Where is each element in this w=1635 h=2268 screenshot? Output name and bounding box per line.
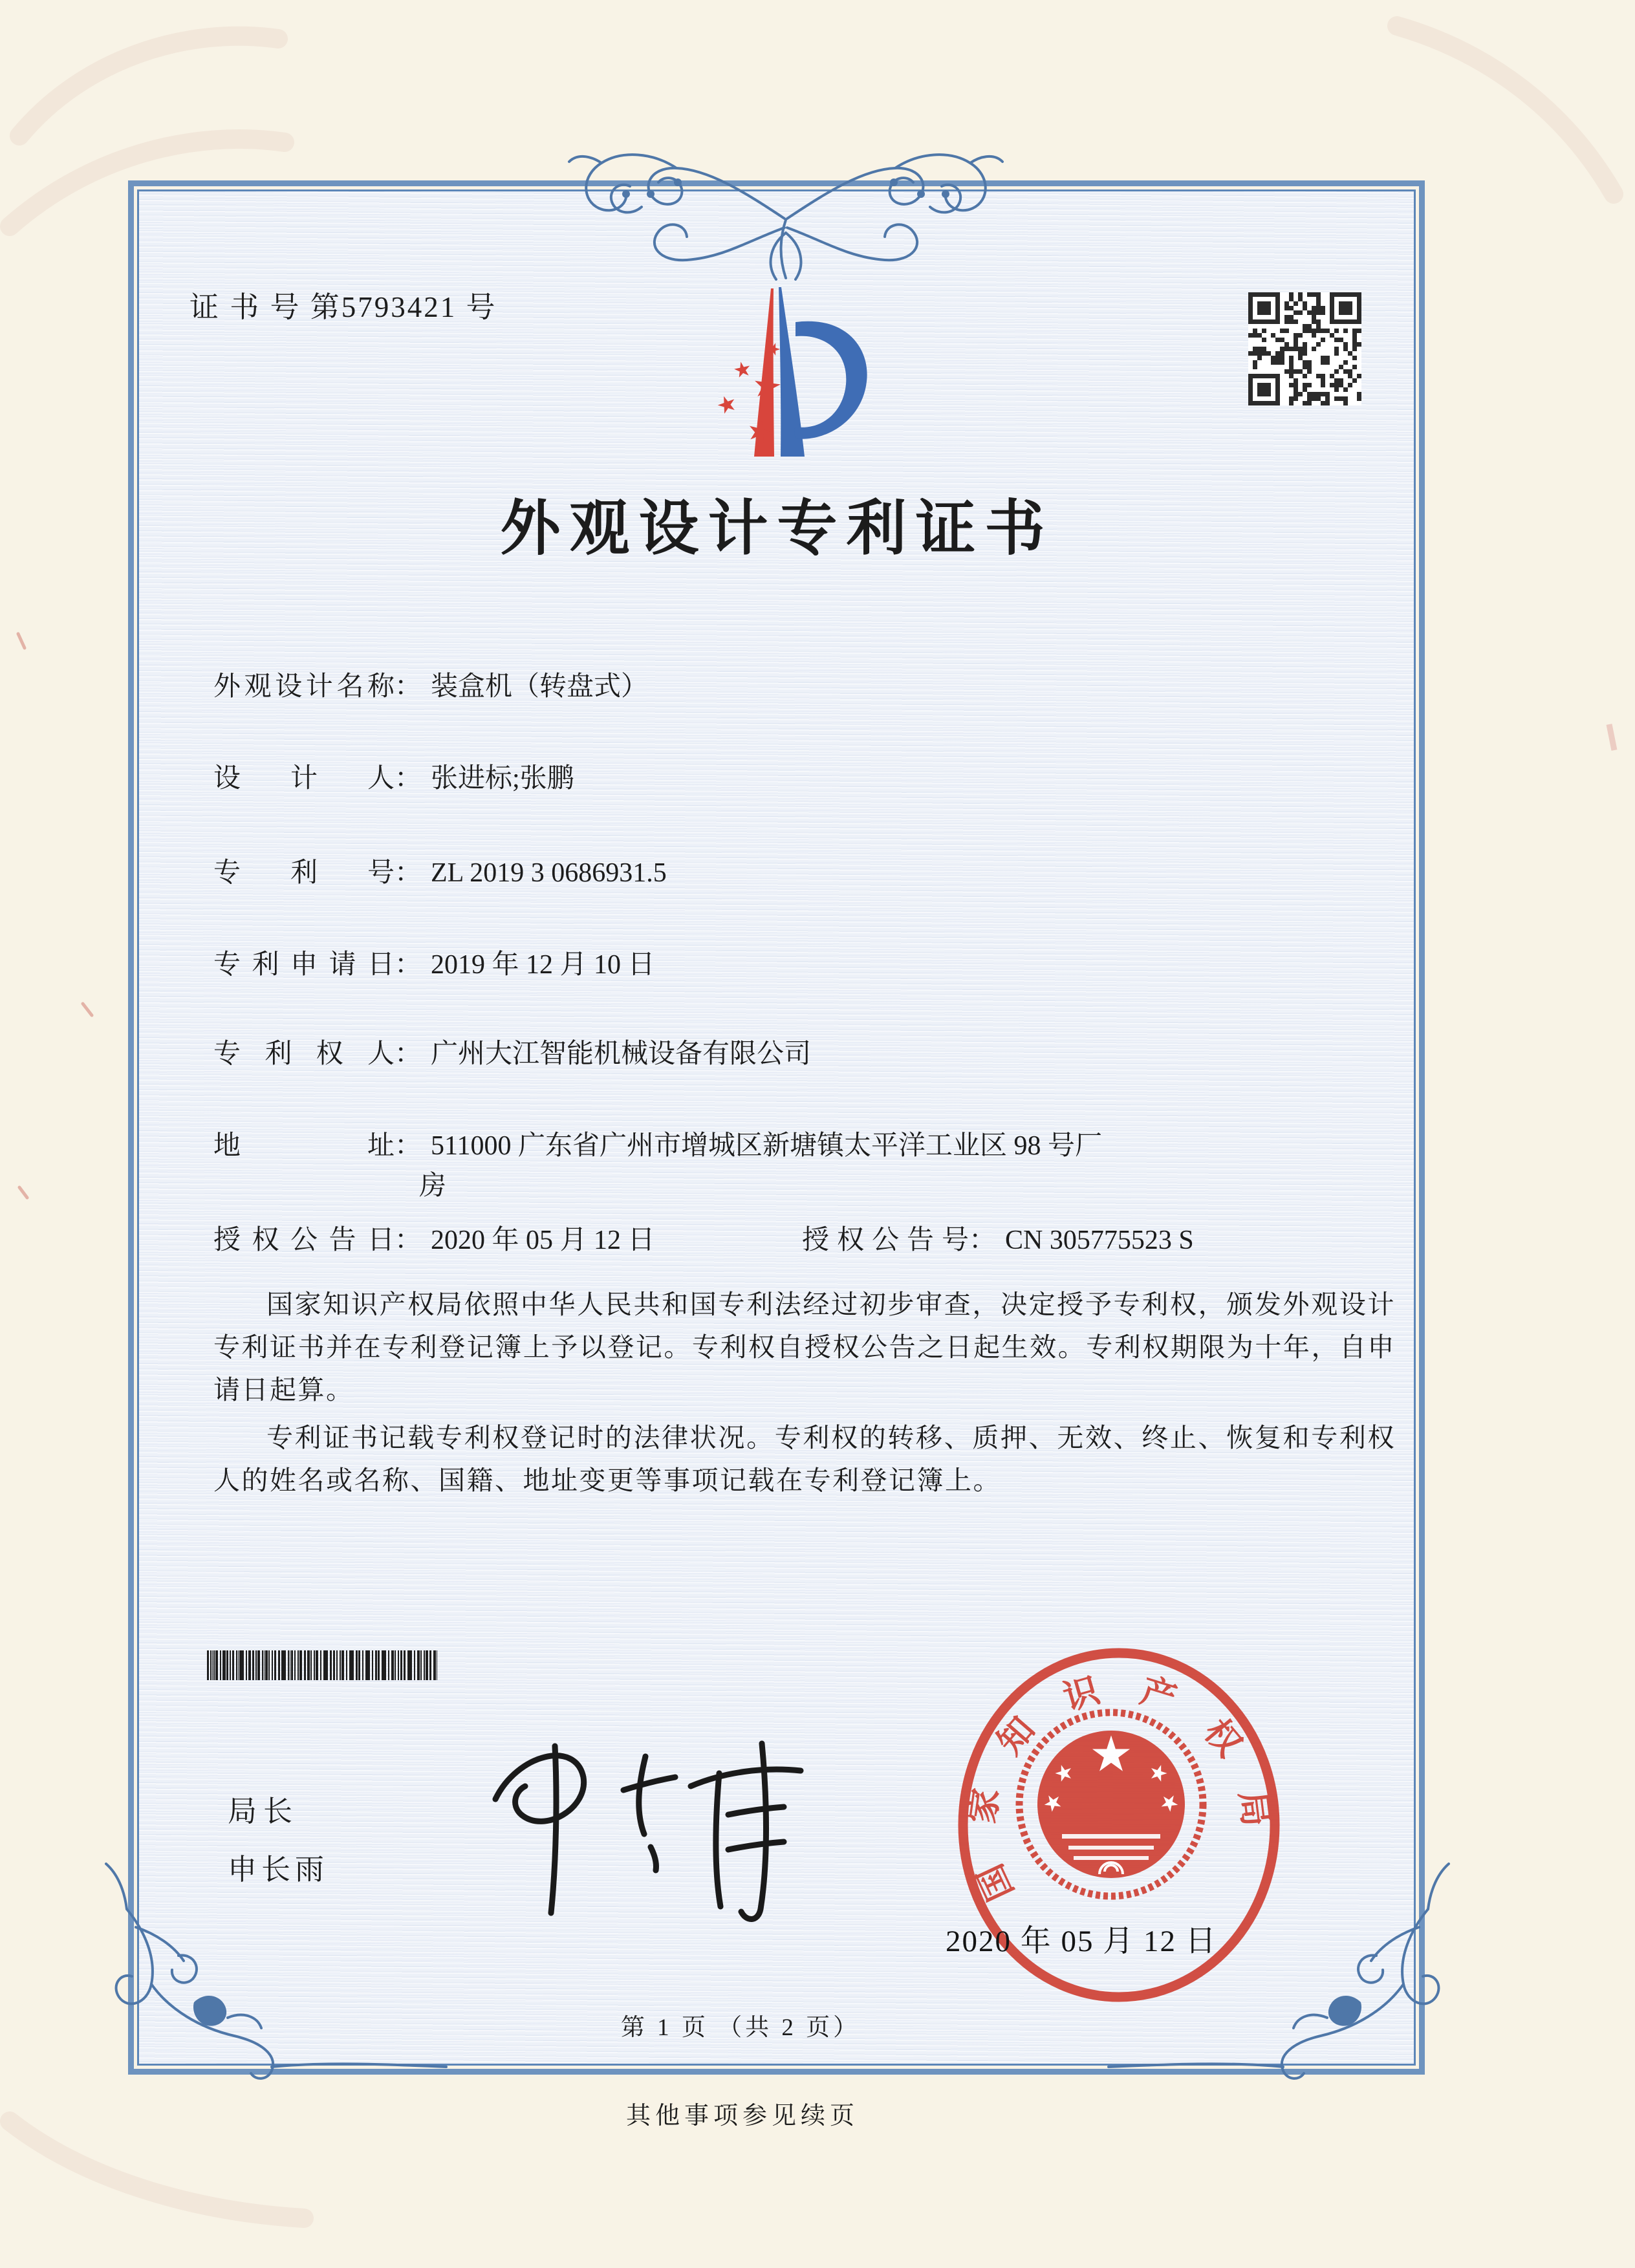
continuation-note: 其他事项参见续页 [625, 2102, 859, 2130]
field-value: 广州大江智能机械设备有限公司 [431, 1039, 812, 1069]
field-value: 2020 年 05 月 12 日 [431, 1226, 655, 1255]
field-label: 设计人 [213, 764, 395, 794]
field-label: 授权公告日 [213, 1226, 395, 1255]
field-design-name [213, 665, 648, 704]
field-label: 授权公告号 [802, 1226, 969, 1255]
field-value: CN 305775523 S [1005, 1226, 1194, 1255]
emblem-gate [1062, 1834, 1160, 1860]
colon: ： [395, 950, 422, 980]
officer-title: 局长 [228, 1795, 299, 1828]
page-number: 第 1 页 （共 2 页） [620, 2014, 861, 2041]
field-designer [213, 757, 574, 795]
field-grant-no [802, 1218, 1194, 1257]
colon: ： [969, 1226, 997, 1255]
barcode [207, 1650, 437, 1680]
field-address-line2: 房 [419, 1171, 447, 1201]
colon: ： [395, 672, 422, 702]
field-label: 专利号 [213, 858, 395, 888]
colon: ： [395, 1131, 422, 1161]
cnipa-logo [697, 285, 880, 462]
legal-paragraph-1: 国家知识产权局依照中华人民共和国专利法经过初步审查，决定授予专利权，颁发外观设计专利证书并在专利登记簿上予以登记。专利权自授权公告之日起生效。专利权期限为十年，自申请日起算。 [213, 1290, 1396, 1405]
field-address [213, 1124, 1102, 1163]
field-label: 专利权人 [213, 1039, 395, 1069]
colon: ： [395, 858, 422, 888]
field-value: 张进标;张鹏 [431, 764, 574, 794]
legal-paragraph-2: 专利证书记载专利权登记时的法律状况。专利权的转移、质押、无效、终止、恢复和专利权人的姓名或名称、国籍、地址变更等事项记载在专利登记簿上。 [213, 1423, 1396, 1495]
seal-char: 局 [1232, 1789, 1275, 1829]
certificate-number: 证 书 号 第5793421 号 [189, 291, 497, 323]
certificate-title: 外观设计专利证书 [500, 496, 1054, 563]
seal-char: 权 [1196, 1712, 1250, 1764]
qr-code [1248, 292, 1361, 405]
colon: ： [395, 764, 422, 794]
field-grant-date [213, 1218, 655, 1257]
field-patent-no [213, 851, 667, 890]
field-value: 装盒机（转盘式） [431, 672, 649, 702]
field-filing-date [213, 943, 655, 982]
field-label: 外观设计名称 [213, 672, 395, 702]
colon: ： [395, 1226, 422, 1255]
field-patentee [213, 1032, 811, 1071]
field-value: ZL 2019 3 0686931.5 [431, 858, 667, 888]
field-value: 511000 广东省广州市增城区新塘镇太平洋工业区 98 号厂 [431, 1131, 1102, 1161]
seal-char: 家 [962, 1786, 1006, 1826]
signature [472, 1714, 821, 1927]
seal-date: 2020 年 05 月 12 日 [946, 1925, 1217, 1958]
field-value: 2019 年 12 月 10 日 [431, 950, 655, 980]
seal-char: 识 [1059, 1670, 1104, 1718]
seal-char: 知 [990, 1710, 1043, 1762]
logo-p-bowl [794, 321, 867, 439]
officer-name: 申长雨 [228, 1853, 329, 1886]
colon: ： [395, 1039, 422, 1069]
seal-char: 产 [1136, 1671, 1181, 1719]
legal-text [213, 1283, 1396, 1502]
field-label: 地址 [213, 1131, 395, 1161]
field-label: 专利申请日 [213, 950, 395, 980]
seal-char: 国 [971, 1858, 1021, 1906]
